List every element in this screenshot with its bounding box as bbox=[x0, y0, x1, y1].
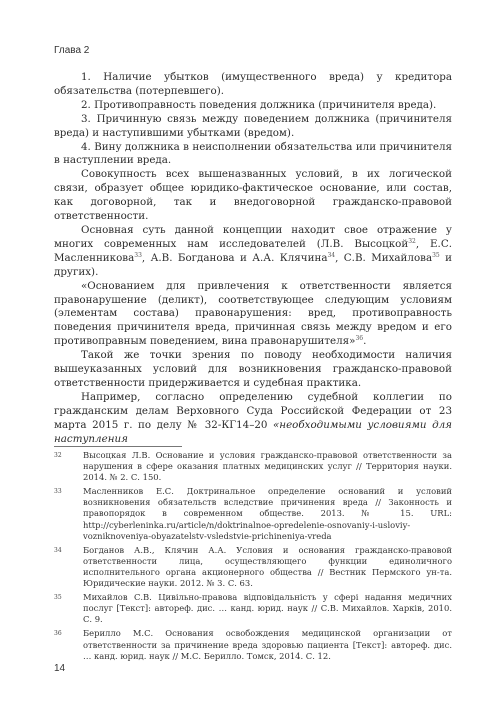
text-segment: , С.В. Михайлова bbox=[335, 251, 433, 264]
text-segment: , Е.С. Масленникова bbox=[54, 237, 452, 264]
footnote bbox=[54, 592, 452, 625]
condition-4-paragraph: 4. Вину должника в неисполнении обязательства или причинителя в наступлении вреда. bbox=[54, 140, 452, 167]
footnote-number: 36 bbox=[54, 630, 62, 638]
footnote-number: 34 bbox=[54, 546, 62, 554]
condition-2-paragraph: 2. Противоправность поведения должника (причинителя вреда). bbox=[81, 98, 437, 111]
court-ruling-paragraph bbox=[54, 391, 452, 447]
footnote-ref-36[interactable]: 36 bbox=[355, 335, 364, 343]
text-segment: , А.В. Богданова и А.А. Клячина bbox=[141, 251, 328, 264]
researchers-paragraph bbox=[54, 224, 452, 280]
quote-paragraph bbox=[54, 280, 452, 350]
footnote bbox=[54, 545, 452, 589]
footnote-text: Богданов А.В., Клячин А.А. Условия и основания гражданско-правовой ответственности лица, осуществляющего функции единоличного исполнительного органа акционерного общества // Вестник Пермского ун-та. Юридические науки. 2012. № 3. С. 63. bbox=[83, 544, 452, 589]
footnote-number: 33 bbox=[54, 488, 62, 496]
footnote-text: Берилло М.С. Основания освобождения медицинской организации от ответственности за причинение вреда здоровью пациента [Текст]: автореф. дис. … канд. юрид. наук // М.С. Берилло. Томск, 2014. С. 12. bbox=[83, 628, 452, 661]
italic-quote: «необходимыми условиями для наступления bbox=[54, 418, 452, 445]
footnote-text: Михайлов С.В. Цивільно-правова відповідальність у сфері надання медичних послуг [Текст]: автореф. дис. … канд. юрид. наук // С.В. Михайлов. Харків, 2010. С. 9. bbox=[83, 592, 452, 625]
footnote-ref-33[interactable]: 33 bbox=[134, 251, 142, 259]
footnote bbox=[54, 486, 452, 541]
footnote-divider bbox=[54, 446, 182, 447]
footnote bbox=[54, 628, 452, 661]
main-text bbox=[54, 71, 452, 446]
footnote-number: 35 bbox=[54, 594, 62, 602]
chapter-header: Глава 2 bbox=[54, 45, 90, 56]
text-segment: . bbox=[363, 335, 367, 348]
text-segment: Основная суть данной концепции находит свое отражение у многих современных нам исследователей (Л.В. Высоцкой bbox=[54, 223, 452, 250]
page-number: 14 bbox=[54, 663, 66, 674]
footnote-ref-35[interactable]: 35 bbox=[432, 251, 440, 259]
footnote-ref-34[interactable]: 34 bbox=[327, 251, 336, 259]
footnote-number: 32 bbox=[54, 452, 62, 459]
court-practice-paragraph: Такой же точки зрения по поводу необходимости наличия вышеуказанных условий для возникновения гражданско-правовой ответственности придерживается и судебная практика. bbox=[54, 349, 452, 389]
footnote-text: Высоцкая Л.В. Основание и условия гражданско-правовой ответственности за нарушения в сфере оказания платных медицинских услуг // Территория науки. 2014. № 2. С. 150. bbox=[83, 450, 452, 483]
text-segment: и других). bbox=[54, 251, 453, 278]
footnote-ref-32[interactable]: 32 bbox=[408, 237, 416, 245]
text-segment: Например, согласно определению судебной коллегии по гражданским делам Верховного Суда Российской Федерации от 23 марта 2015 г. по делу № 32-КГ14–20 bbox=[54, 390, 452, 431]
condition-3-paragraph: 3. Причинную связь между поведением должника (причинителя вреда) и наступившими убытками (вредом). bbox=[54, 112, 452, 139]
summary-paragraph: Совокупность всех вышеназванных условий, в их логической связи, образует общее юридико-фактическое основание, или состав, как договорной, так и внедоговорной гражданско-правовой ответственности. bbox=[54, 168, 452, 223]
condition-1-paragraph: 1. Наличие убытков (имущественного вреда) у кредитора обязательства (потерпевшего). bbox=[54, 71, 452, 97]
footnotes-section bbox=[54, 450, 452, 665]
footnote bbox=[54, 450, 452, 483]
footnote-text: Масленников Е.С. Доктринальное определение оснований и условий возникновения обязательств вследствие причинения вреда // Законность и правопорядок в современном обществе. 2013. № 15. URL: http://cyberleninka.ru/article/n/doktrinalnoe-opredelenie-osnovaniy-i-usloviy-vozniknoveniya-obyazatelstv-vsledstvie-prichineniya-vreda bbox=[83, 486, 452, 541]
quote-text: «Основанием для привлечения к ответственности является правонарушение (деликт), соответствующее следующим условиям (элементам состава) правонарушения: вред, противоправность поведения причинителя вреда, причинная связь между вредом и его противоправным поведением, вина правонарушителя» bbox=[54, 279, 452, 348]
